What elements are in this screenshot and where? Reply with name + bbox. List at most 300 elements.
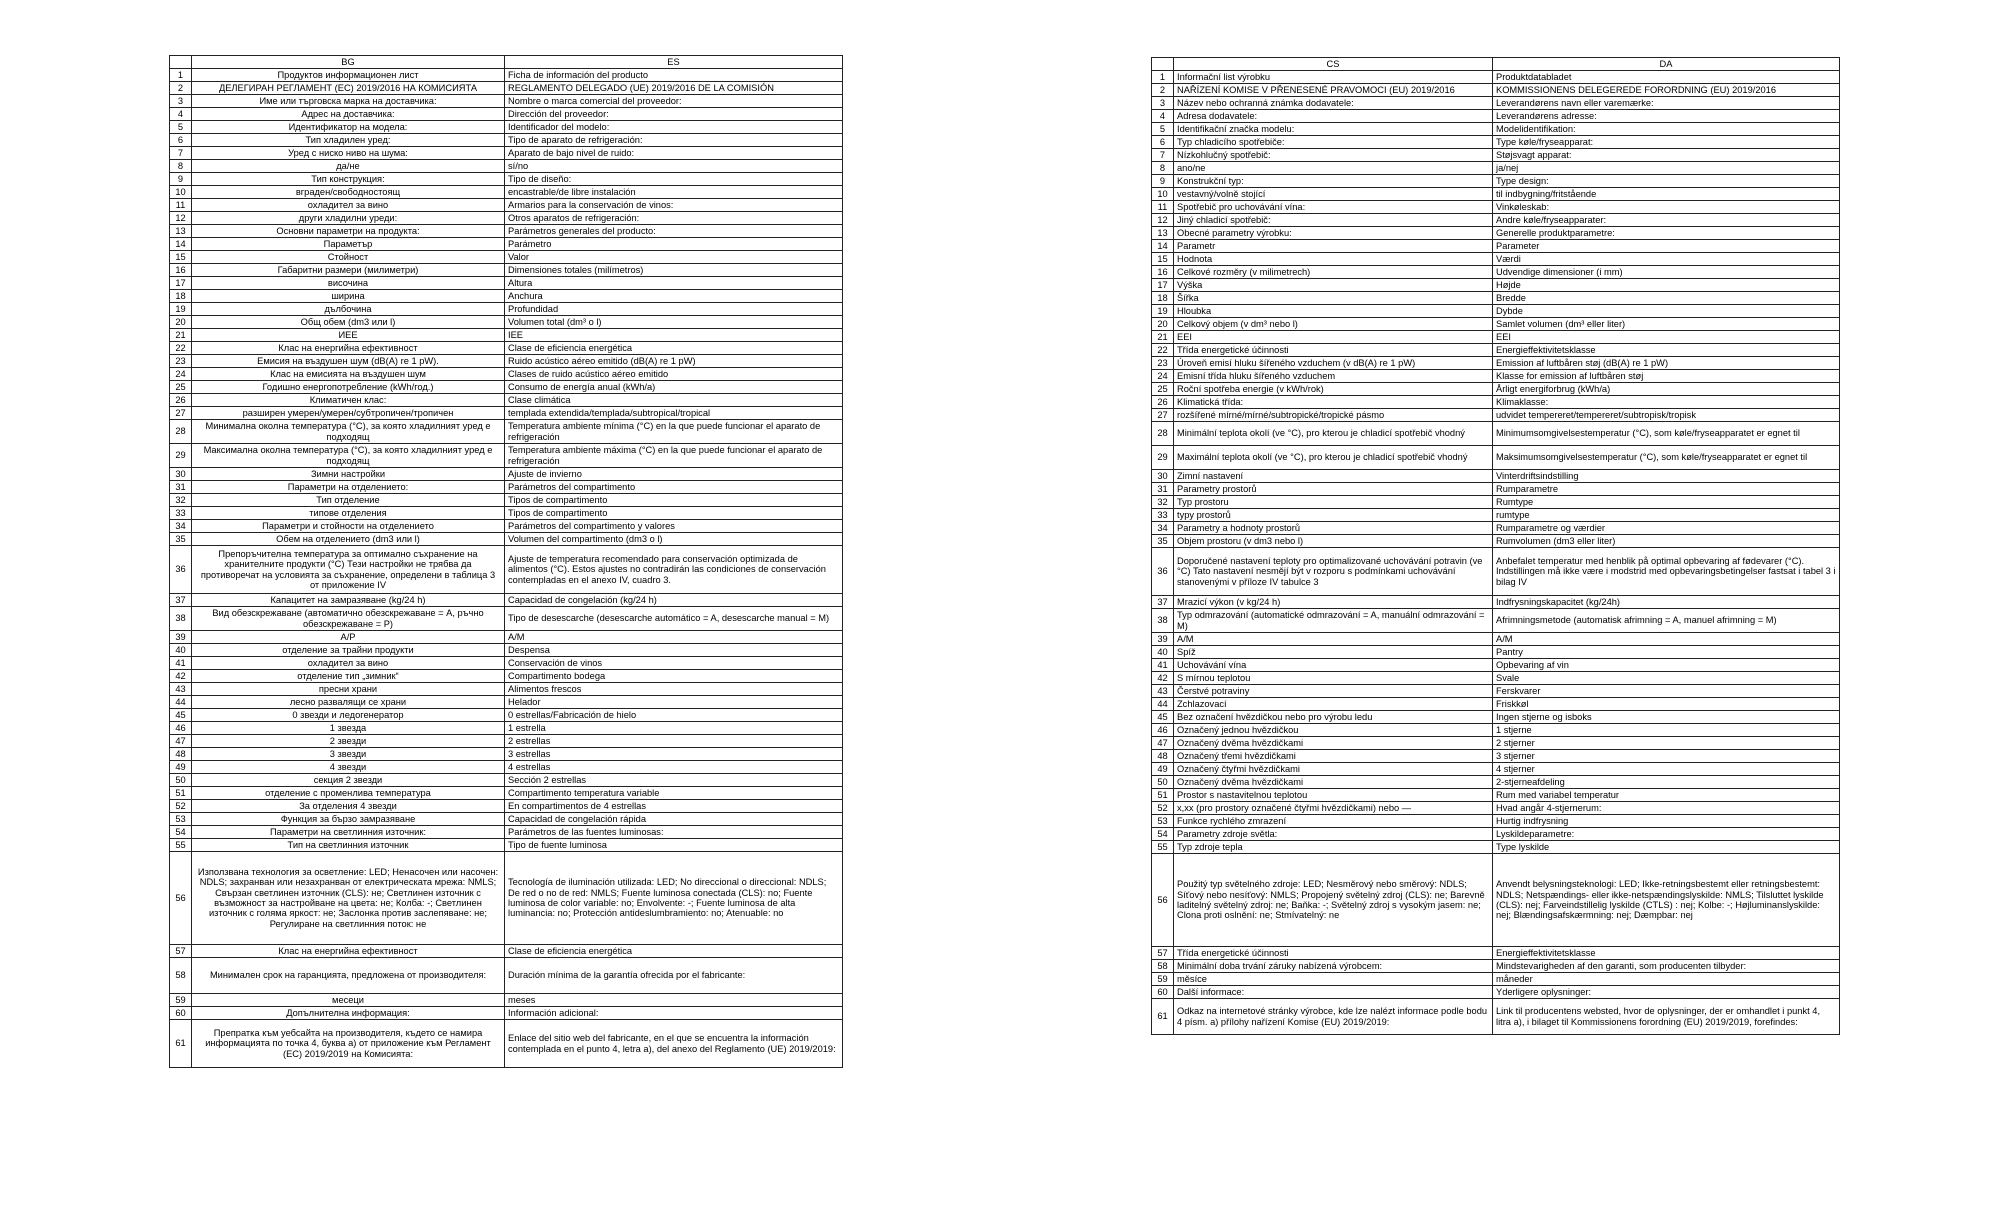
row-number-cell: 40 bbox=[1152, 646, 1174, 659]
translation-text-cell: KOMMISSIONENS DELEGEREDE FORORDNING (EU) 2019/2016 bbox=[1493, 84, 1840, 97]
source-text-cell: Typ prostoru bbox=[1174, 496, 1493, 509]
row-number-cell: 34 bbox=[1152, 522, 1174, 535]
table-row bbox=[170, 238, 843, 251]
source-text-cell: да/не bbox=[192, 160, 505, 173]
table-row bbox=[1152, 789, 1840, 802]
translation-text-cell: Tipo de fuente luminosa bbox=[505, 839, 843, 852]
source-text-cell: Зимни настройки bbox=[192, 468, 505, 481]
table-row bbox=[1152, 646, 1840, 659]
source-text-cell: Uchovávání vína bbox=[1174, 659, 1493, 672]
row-number-cell: 61 bbox=[170, 1020, 192, 1068]
translation-text-cell: Volumen del compartimento (dm3 o l) bbox=[505, 533, 843, 546]
table-row bbox=[1152, 162, 1840, 175]
table-row bbox=[170, 683, 843, 696]
right-translation-table bbox=[1151, 57, 1840, 1035]
table-row bbox=[1152, 344, 1840, 357]
table-row bbox=[1152, 409, 1840, 422]
translation-text-cell: Tipos de compartimento bbox=[505, 494, 843, 507]
source-text-cell: Стойност bbox=[192, 251, 505, 264]
row-number-cell: 11 bbox=[170, 199, 192, 212]
source-text-cell: Hloubka bbox=[1174, 305, 1493, 318]
table-row bbox=[170, 225, 843, 238]
translation-text-cell: Leverandørens navn eller varemærke: bbox=[1493, 97, 1840, 110]
row-number-cell: 49 bbox=[1152, 763, 1174, 776]
translation-text-cell: Friskkøl bbox=[1493, 698, 1840, 711]
row-number-cell: 3 bbox=[170, 95, 192, 108]
table-row bbox=[170, 82, 843, 95]
table-row bbox=[1152, 357, 1840, 370]
row-number-cell: 44 bbox=[170, 696, 192, 709]
table-row bbox=[1152, 188, 1840, 201]
translation-text-cell: Profundidad bbox=[505, 303, 843, 316]
source-text-cell: Parametry zdroje světla: bbox=[1174, 828, 1493, 841]
source-text-cell: EEI bbox=[1174, 331, 1493, 344]
translation-text-cell: Parameter bbox=[1493, 240, 1840, 253]
source-text-cell: Třída energetické účinnosti bbox=[1174, 344, 1493, 357]
row-number-cell: 17 bbox=[1152, 279, 1174, 292]
translation-text-cell: Sección 2 estrellas bbox=[505, 774, 843, 787]
translation-text-cell: Indfrysningskapacitet (kg/24h) bbox=[1493, 596, 1840, 609]
source-text-cell: S mírnou teplotou bbox=[1174, 672, 1493, 685]
source-text-cell: Адрес на доставчика: bbox=[192, 108, 505, 121]
table-row bbox=[1152, 685, 1840, 698]
row-number-cell: 36 bbox=[1152, 548, 1174, 596]
table-row bbox=[170, 696, 843, 709]
row-number-cell: 28 bbox=[170, 420, 192, 444]
table-row bbox=[170, 199, 843, 212]
row-number-cell: 47 bbox=[1152, 737, 1174, 750]
row-number-cell: 9 bbox=[170, 173, 192, 186]
source-text-cell: Spotřebič pro uchovávání vína: bbox=[1174, 201, 1493, 214]
translation-text-cell: Bredde bbox=[1493, 292, 1840, 305]
row-number-cell: 54 bbox=[1152, 828, 1174, 841]
row-number-cell: 20 bbox=[1152, 318, 1174, 331]
source-text-cell: Годишно енергопотребление (kWh/год.) bbox=[192, 381, 505, 394]
row-number-cell: 23 bbox=[1152, 357, 1174, 370]
table-row bbox=[1152, 370, 1840, 383]
row-number-cell: 17 bbox=[170, 277, 192, 290]
source-text-cell: типове отделения bbox=[192, 507, 505, 520]
translation-text-cell: Compartimento bodega bbox=[505, 670, 843, 683]
table-row bbox=[1152, 535, 1840, 548]
row-number-cell: 32 bbox=[1152, 496, 1174, 509]
row-number-cell: 42 bbox=[1152, 672, 1174, 685]
source-text-cell: Максимална околна температура (°C), за която хладилният уред е подходящ bbox=[192, 444, 505, 468]
translation-text-cell: Dybde bbox=[1493, 305, 1840, 318]
source-text-cell: 4 звезди bbox=[192, 761, 505, 774]
row-number-cell: 18 bbox=[170, 290, 192, 303]
row-number-cell: 16 bbox=[170, 264, 192, 277]
translation-text-cell: Andre køle/fryseapparater: bbox=[1493, 214, 1840, 227]
translation-text-cell: Emission af luftbåren støj (dB(A) re 1 pW) bbox=[1493, 357, 1840, 370]
source-text-cell: вграден/свободностоящ bbox=[192, 186, 505, 199]
table-row bbox=[1152, 986, 1840, 999]
table-row bbox=[1152, 750, 1840, 763]
source-text-cell: Odkaz na internetové stránky výrobce, kde lze nalézt informace podle bodu 4 písm. a) přílohy nařízení Komise (EU) 2019/2019: bbox=[1174, 999, 1493, 1035]
row-number-cell: 59 bbox=[1152, 973, 1174, 986]
row-number-cell: 13 bbox=[170, 225, 192, 238]
translation-text-cell: Klimaklasse: bbox=[1493, 396, 1840, 409]
row-number-cell: 25 bbox=[1152, 383, 1174, 396]
table-row bbox=[1152, 396, 1840, 409]
row-number-cell: 41 bbox=[1152, 659, 1174, 672]
row-number-cell: 25 bbox=[170, 381, 192, 394]
translation-text-cell: Ajuste de invierno bbox=[505, 468, 843, 481]
row-number-cell: 5 bbox=[1152, 123, 1174, 136]
translation-text-cell: Parámetros generales del producto: bbox=[505, 225, 843, 238]
translation-text-cell: Temperatura ambiente máxima (°C) en la que puede funcionar el aparato de refrigeración bbox=[505, 444, 843, 468]
source-text-cell: Препоръчителна температура за оптимално съхранение на хранителните продукти (°C) Тези настройки не трябва да противоречат на условията за съхранение, определени в таблица 3 от приложение IV bbox=[192, 546, 505, 594]
source-text-cell: охладител за вино bbox=[192, 199, 505, 212]
row-number-cell: 31 bbox=[1152, 483, 1174, 496]
row-number-cell: 46 bbox=[170, 722, 192, 735]
source-text-cell: месеци bbox=[192, 994, 505, 1007]
translation-text-cell: Produktdatabladet bbox=[1493, 71, 1840, 84]
table-row bbox=[1152, 802, 1840, 815]
table-row bbox=[170, 670, 843, 683]
translation-text-cell: Værdi bbox=[1493, 253, 1840, 266]
translation-text-cell: Ingen stjerne og isboks bbox=[1493, 711, 1840, 724]
table-row bbox=[170, 1007, 843, 1020]
table-row bbox=[170, 342, 843, 355]
row-number-cell: 51 bbox=[1152, 789, 1174, 802]
source-text-cell: Parametr bbox=[1174, 240, 1493, 253]
translation-text-cell: Clase climática bbox=[505, 394, 843, 407]
source-text-cell: A/P bbox=[192, 631, 505, 644]
source-text-cell: Spíž bbox=[1174, 646, 1493, 659]
row-number-cell: 30 bbox=[1152, 470, 1174, 483]
translation-text-cell: Ajuste de temperatura recomendado para conservación optimizada de alimentos (°C). Estos ajustes no contradirán las condiciones de conservación contempladas en el anexo IV, cuadro 3. bbox=[505, 546, 843, 594]
source-text-cell: Параметри и стойности на отделението bbox=[192, 520, 505, 533]
source-text-cell: Тип хладилен уред: bbox=[192, 134, 505, 147]
source-text-cell: отделение с променлива температура bbox=[192, 787, 505, 800]
row-number-cell: 7 bbox=[1152, 149, 1174, 162]
source-text-cell: Adresa dodavatele: bbox=[1174, 110, 1493, 123]
table-row bbox=[1152, 446, 1840, 470]
table-row bbox=[1152, 383, 1840, 396]
row-number-cell: 50 bbox=[1152, 776, 1174, 789]
row-number-cell: 54 bbox=[170, 826, 192, 839]
left-translation-table bbox=[169, 55, 843, 1068]
translation-text-cell: Anchura bbox=[505, 290, 843, 303]
table-row bbox=[1152, 84, 1840, 97]
translation-text-cell: sí/no bbox=[505, 160, 843, 173]
translation-text-cell: Type design: bbox=[1493, 175, 1840, 188]
row-number-cell: 27 bbox=[170, 407, 192, 420]
translation-text-cell: 3 stjerner bbox=[1493, 750, 1840, 763]
table-row bbox=[170, 787, 843, 800]
row-number-cell: 46 bbox=[1152, 724, 1174, 737]
translation-text-cell: 2-stjerneafdeling bbox=[1493, 776, 1840, 789]
row-number-cell: 26 bbox=[1152, 396, 1174, 409]
table-row bbox=[1152, 999, 1840, 1035]
translation-text-cell: Pantry bbox=[1493, 646, 1840, 659]
table-row bbox=[1152, 201, 1840, 214]
translation-text-cell: A/M bbox=[1493, 633, 1840, 646]
table-row bbox=[1152, 279, 1840, 292]
row-number-cell: 42 bbox=[170, 670, 192, 683]
source-text-cell: Клас на енергийна ефективност bbox=[192, 945, 505, 958]
table-row bbox=[170, 264, 843, 277]
row-number-cell: 55 bbox=[1152, 841, 1174, 854]
source-text-cell: 2 звезди bbox=[192, 735, 505, 748]
translation-text-cell: Klasse for emission af luftbåren støj bbox=[1493, 370, 1840, 383]
source-text-cell: Identifikační značka modelu: bbox=[1174, 123, 1493, 136]
translation-text-cell: meses bbox=[505, 994, 843, 1007]
row-number-cell: 16 bbox=[1152, 266, 1174, 279]
source-text-cell: Typ zdroje tepla bbox=[1174, 841, 1493, 854]
source-text-cell: Hodnota bbox=[1174, 253, 1493, 266]
table-row bbox=[1152, 97, 1840, 110]
table-row bbox=[170, 607, 843, 631]
source-text-cell: Čerstvé potraviny bbox=[1174, 685, 1493, 698]
translation-text-cell: 3 estrellas bbox=[505, 748, 843, 761]
source-text-cell: Klimatická třída: bbox=[1174, 396, 1493, 409]
table-row bbox=[170, 800, 843, 813]
table-row bbox=[170, 251, 843, 264]
row-number-cell: 41 bbox=[170, 657, 192, 670]
translation-text-cell: Tipo de aparato de refrigeración: bbox=[505, 134, 843, 147]
table-row bbox=[170, 774, 843, 787]
translation-text-cell: Mindstevarigheden af den garanti, som producenten tilbyder: bbox=[1493, 960, 1840, 973]
translation-text-cell: 4 stjerner bbox=[1493, 763, 1840, 776]
row-number-cell: 11 bbox=[1152, 201, 1174, 214]
source-text-cell: Функция за бързо замразяване bbox=[192, 813, 505, 826]
corner-cell bbox=[1152, 58, 1174, 71]
table-row bbox=[170, 95, 843, 108]
source-text-cell: 3 звезди bbox=[192, 748, 505, 761]
source-text-cell: Клас на емисията на въздушен шум bbox=[192, 368, 505, 381]
table-row bbox=[1152, 698, 1840, 711]
translation-text-cell: IEE bbox=[505, 329, 843, 342]
row-number-cell: 3 bbox=[1152, 97, 1174, 110]
source-text-cell: пресни храни bbox=[192, 683, 505, 696]
table-row bbox=[170, 631, 843, 644]
row-number-cell: 58 bbox=[1152, 960, 1174, 973]
source-text-cell: Parametry prostorů bbox=[1174, 483, 1493, 496]
table-row bbox=[170, 108, 843, 121]
table-row bbox=[1152, 110, 1840, 123]
table-row bbox=[1152, 609, 1840, 633]
translation-text-cell: encastrable/de libre instalación bbox=[505, 186, 843, 199]
source-text-cell: měsíce bbox=[1174, 973, 1493, 986]
table-row bbox=[170, 813, 843, 826]
source-text-cell: Zimní nastavení bbox=[1174, 470, 1493, 483]
source-text-cell: Emisní třída hluku šířeného vzduchem bbox=[1174, 370, 1493, 383]
translation-text-cell: Opbevaring af vin bbox=[1493, 659, 1840, 672]
source-text-cell: vestavný/volně stojící bbox=[1174, 188, 1493, 201]
row-number-cell: 37 bbox=[1152, 596, 1174, 609]
source-text-cell: Климатичен клас: bbox=[192, 394, 505, 407]
source-text-cell: височина bbox=[192, 277, 505, 290]
source-text-cell: Další informace: bbox=[1174, 986, 1493, 999]
table-row bbox=[170, 444, 843, 468]
translation-text-cell: Capacidad de congelación rápida bbox=[505, 813, 843, 826]
row-number-cell: 8 bbox=[1152, 162, 1174, 175]
translation-text-cell: Parámetro bbox=[505, 238, 843, 251]
table-row bbox=[1152, 496, 1840, 509]
row-number-cell: 45 bbox=[1152, 711, 1174, 724]
source-text-cell: Параметри на светлинния източник: bbox=[192, 826, 505, 839]
translation-text-cell: Altura bbox=[505, 277, 843, 290]
row-number-cell: 43 bbox=[170, 683, 192, 696]
row-number-cell: 29 bbox=[170, 444, 192, 468]
table-row bbox=[170, 594, 843, 607]
table-row bbox=[170, 355, 843, 368]
row-number-cell: 7 bbox=[170, 147, 192, 160]
translation-text-cell: 1 estrella bbox=[505, 722, 843, 735]
table-row bbox=[1152, 828, 1840, 841]
source-text-cell: отделение тип „зимник“ bbox=[192, 670, 505, 683]
row-number-cell: 39 bbox=[170, 631, 192, 644]
column-header-da: DA bbox=[1493, 58, 1840, 71]
table-row bbox=[170, 212, 843, 225]
translation-text-cell: Valor bbox=[505, 251, 843, 264]
row-number-cell: 34 bbox=[170, 520, 192, 533]
table-row bbox=[1152, 841, 1840, 854]
table-row bbox=[1152, 240, 1840, 253]
table-row bbox=[170, 394, 843, 407]
table-row bbox=[1152, 422, 1840, 446]
table-row bbox=[1152, 175, 1840, 188]
translation-text-cell: Alimentos frescos bbox=[505, 683, 843, 696]
translation-text-cell: templada extendida/templada/subtropical/tropical bbox=[505, 407, 843, 420]
source-text-cell: x,xx (pro prostory označené čtyřmi hvězdičkami) nebo — bbox=[1174, 802, 1493, 815]
translation-text-cell: Parámetros de las fuentes luminosas: bbox=[505, 826, 843, 839]
row-number-cell: 51 bbox=[170, 787, 192, 800]
source-text-cell: Označený jednou hvězdičkou bbox=[1174, 724, 1493, 737]
table-row bbox=[170, 420, 843, 444]
translation-text-cell: ja/nej bbox=[1493, 162, 1840, 175]
row-number-cell: 57 bbox=[170, 945, 192, 958]
source-text-cell: Jiný chladicí spotřebič: bbox=[1174, 214, 1493, 227]
source-text-cell: Капацитет на замразяване (kg/24 h) bbox=[192, 594, 505, 607]
source-text-cell: Konstrukční typ: bbox=[1174, 175, 1493, 188]
row-number-cell: 1 bbox=[170, 69, 192, 82]
row-number-cell: 33 bbox=[1152, 509, 1174, 522]
row-number-cell: 13 bbox=[1152, 227, 1174, 240]
column-header-cs: CS bbox=[1174, 58, 1493, 71]
translation-text-cell: Tipos de compartimento bbox=[505, 507, 843, 520]
table-row bbox=[170, 657, 843, 670]
source-text-cell: Параметри на отделението: bbox=[192, 481, 505, 494]
source-text-cell: Минимален срок на гаранцията, предложена от производителя: bbox=[192, 958, 505, 994]
translation-text-cell: Información adicional: bbox=[505, 1007, 843, 1020]
translation-text-cell: Aparato de bajo nivel de ruido: bbox=[505, 147, 843, 160]
row-number-cell: 33 bbox=[170, 507, 192, 520]
row-number-cell: 49 bbox=[170, 761, 192, 774]
translation-text-cell: Type lyskilde bbox=[1493, 841, 1840, 854]
source-text-cell: Maximální teplota okolí (ve °C), pro kterou je chladicí spotřebič vhodný bbox=[1174, 446, 1493, 470]
table-row bbox=[1152, 947, 1840, 960]
source-text-cell: Funkce rychlého zmrazení bbox=[1174, 815, 1493, 828]
translation-text-cell: Volumen total (dm³ o l) bbox=[505, 316, 843, 329]
source-text-cell: Mrazicí výkon (v kg/24 h) bbox=[1174, 596, 1493, 609]
translation-text-cell: Årligt energiforbrug (kWh/a) bbox=[1493, 383, 1840, 396]
translation-text-cell: Otros aparatos de refrigeración: bbox=[505, 212, 843, 225]
row-number-cell: 9 bbox=[1152, 175, 1174, 188]
row-number-cell: 30 bbox=[170, 468, 192, 481]
row-number-cell: 59 bbox=[170, 994, 192, 1007]
translation-text-cell: Energieffektivitetsklasse bbox=[1493, 947, 1840, 960]
translation-text-cell: Rum med variabel temperatur bbox=[1493, 789, 1840, 802]
row-number-cell: 10 bbox=[170, 186, 192, 199]
table-row bbox=[170, 644, 843, 657]
source-text-cell: ИЕЕ bbox=[192, 329, 505, 342]
source-text-cell: Тип отделение bbox=[192, 494, 505, 507]
translation-text-cell: Vinkøleskab: bbox=[1493, 201, 1840, 214]
row-number-cell: 56 bbox=[170, 852, 192, 945]
source-text-cell: rozšířené mírné/mírné/subtropické/tropické pásmo bbox=[1174, 409, 1493, 422]
source-text-cell: ano/ne bbox=[1174, 162, 1493, 175]
header-row bbox=[1152, 58, 1840, 71]
translation-text-cell: 4 estrellas bbox=[505, 761, 843, 774]
table-row bbox=[1152, 149, 1840, 162]
row-number-cell: 10 bbox=[1152, 188, 1174, 201]
source-text-cell: Вид обезскрежаване (автоматично обезскрежаване = A, ръчно обезскрежаване = P) bbox=[192, 607, 505, 631]
table-row bbox=[170, 533, 843, 546]
row-number-cell: 23 bbox=[170, 355, 192, 368]
table-row bbox=[1152, 214, 1840, 227]
table-row bbox=[1152, 973, 1840, 986]
row-number-cell: 61 bbox=[1152, 999, 1174, 1035]
table-row bbox=[1152, 659, 1840, 672]
translation-text-cell: Conservación de vinos bbox=[505, 657, 843, 670]
table-row bbox=[170, 826, 843, 839]
table-row bbox=[1152, 596, 1840, 609]
translation-text-cell: Consumo de energía anual (kWh/a) bbox=[505, 381, 843, 394]
translation-text-cell: Hvad angår 4-stjernerum: bbox=[1493, 802, 1840, 815]
row-number-cell: 8 bbox=[170, 160, 192, 173]
source-text-cell: Клас на енергийна ефективност bbox=[192, 342, 505, 355]
row-number-cell: 40 bbox=[170, 644, 192, 657]
translation-text-cell: Tecnología de iluminación utilizada: LED; No direccional o direccional: NDLS; De red o no de red: NMLS; Fuente luminosa conectada (CLS): no; Fuente luminosa de color variable: no; Envolvente: -; Fuente luminosa de alta luminancia: no; Protección antideslumbramiento: no; Atenuable: no bbox=[505, 852, 843, 945]
source-text-cell: Celkové rozměry (v milimetrech) bbox=[1174, 266, 1493, 279]
table-row bbox=[170, 277, 843, 290]
table-row bbox=[1152, 470, 1840, 483]
row-number-cell: 38 bbox=[170, 607, 192, 631]
table-row bbox=[170, 407, 843, 420]
translation-text-cell: 0 estrellas/Fabricación de hielo bbox=[505, 709, 843, 722]
translation-text-cell: Identificador del modelo: bbox=[505, 121, 843, 134]
source-text-cell: Parametry a hodnoty prostorů bbox=[1174, 522, 1493, 535]
table-row bbox=[170, 748, 843, 761]
row-number-cell: 19 bbox=[1152, 305, 1174, 318]
row-number-cell: 48 bbox=[1152, 750, 1174, 763]
translation-text-cell: Rumtype bbox=[1493, 496, 1840, 509]
source-text-cell: Roční spotřeba energie (v kWh/rok) bbox=[1174, 383, 1493, 396]
table-row bbox=[170, 761, 843, 774]
translation-text-cell: Hurtig indfrysning bbox=[1493, 815, 1840, 828]
table-row bbox=[170, 852, 843, 945]
source-text-cell: отделение за трайни продукти bbox=[192, 644, 505, 657]
table-row bbox=[170, 481, 843, 494]
translation-text-cell: Armarios para la conservación de vinos: bbox=[505, 199, 843, 212]
source-text-cell: Informační list výrobku bbox=[1174, 71, 1493, 84]
table-row bbox=[170, 945, 843, 958]
table-row bbox=[170, 329, 843, 342]
row-number-cell: 60 bbox=[170, 1007, 192, 1020]
source-text-cell: Идентификатор на модела: bbox=[192, 121, 505, 134]
row-number-cell: 28 bbox=[1152, 422, 1174, 446]
row-number-cell: 52 bbox=[1152, 802, 1174, 815]
source-text-cell: 0 звезди и ледогенератор bbox=[192, 709, 505, 722]
source-text-cell: 1 звезда bbox=[192, 722, 505, 735]
source-text-cell: Celkový objem (v dm³ nebo l) bbox=[1174, 318, 1493, 331]
source-text-cell: Габаритни размери (милиметри) bbox=[192, 264, 505, 277]
column-header-es: ES bbox=[505, 56, 843, 69]
row-number-cell: 29 bbox=[1152, 446, 1174, 470]
